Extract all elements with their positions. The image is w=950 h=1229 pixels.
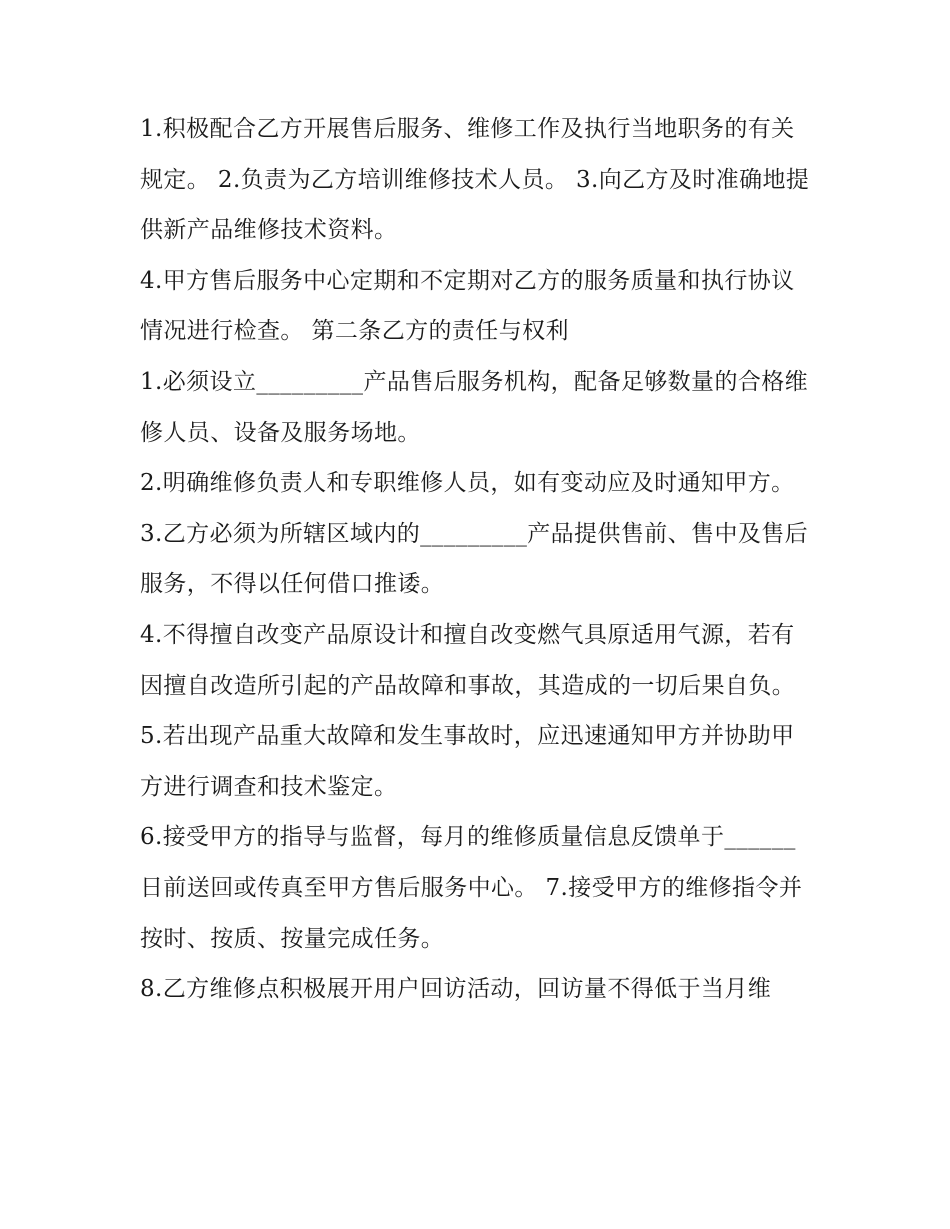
paragraph-party-b-duty-2: 2.明确维修负责人和专职维修人员，如有变动应及时通知甲方。	[140, 470, 795, 497]
paragraph-party-b-duty-8: 8.乙方维修点积极展开用户回访活动，回访量不得低于当月维	[140, 976, 772, 1003]
document-body	[140, 104, 812, 1015]
paragraph-party-b-duty-1: 1.必须设立_________产品售后服务机构，配备足够数量的合格维修人员、设备及服务场地。	[140, 368, 809, 446]
paragraph-party-b-duty-3: 3.乙方必须为所辖区域内的_________产品提供售前、售中及售后服务，不得以任何借口推诿。	[140, 520, 809, 598]
paragraph-party-b-duty-5: 5.若出现产品重大故障和发生事故时，应迅速通知甲方并协助甲方进行调查和技术鉴定。	[140, 723, 795, 800]
paragraph-party-b-duty-6-7: 6.接受甲方的指导与监督，每月的维修质量信息反馈单于______日前送回或传真至甲方售后服务中心。 7.接受甲方的维修指令并按时、按质、按量完成任务。	[140, 824, 803, 952]
paragraph-party-a-duty-4: 4.甲方售后服务中心定期和不定期对乙方的服务质量和执行协议情况进行检查。 第二条乙方的责任与权利	[140, 267, 795, 345]
paragraph-party-a-duties-1-3: 1.积极配合乙方开展售后服务、维修工作及执行当地职务的有关规定。 2.负责为乙方培训维修技术人员。 3.向乙方及时准确地提供新产品维修技术资料。	[140, 116, 810, 244]
paragraph-party-b-duty-4: 4.不得擅自改变产品原设计和擅自改变燃气具原适用气源，若有因擅自改造所引起的产品故障和事故，其造成的一切后果自负。	[140, 621, 796, 699]
